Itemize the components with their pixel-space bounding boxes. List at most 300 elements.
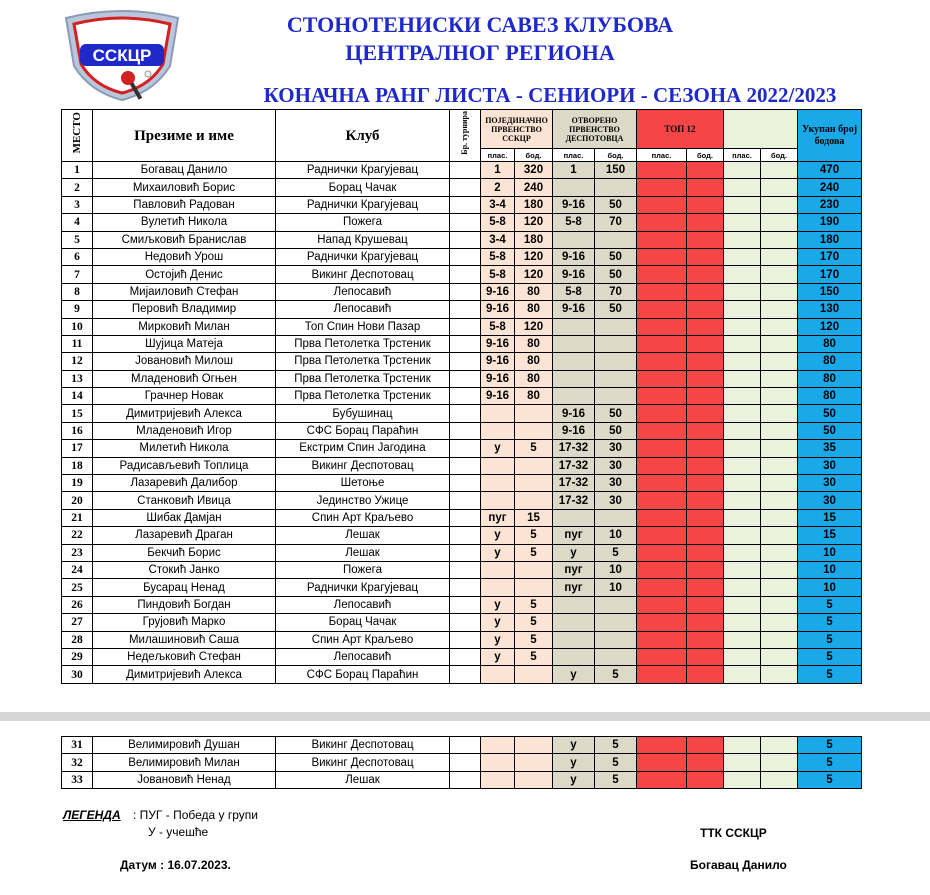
table-row: [62, 388, 862, 405]
event1-place-cell: 9-16: [481, 301, 515, 318]
table-row: [62, 631, 862, 648]
top12-place-cell: [637, 457, 687, 474]
place-cell: 24: [62, 561, 93, 578]
empty-points-cell: [761, 509, 798, 526]
empty-place-cell: [724, 301, 761, 318]
total-cell: 180: [798, 231, 862, 248]
event1-place-cell: 5-8: [481, 248, 515, 265]
event2-points-cell: 150: [595, 162, 637, 179]
top12-points-cell: [687, 631, 724, 648]
total-cell: 5: [798, 666, 862, 683]
event2-points-cell: 30: [595, 492, 637, 509]
event1-place-cell: [481, 666, 515, 683]
top12-place-cell: [637, 388, 687, 405]
top12-place-cell: [637, 771, 687, 788]
event2-points-cell: 10: [595, 579, 637, 596]
place-cell: 26: [62, 596, 93, 613]
event1-points-cell: 180: [515, 231, 553, 248]
tournaments-cell: [450, 596, 481, 613]
event1-points-cell: 120: [515, 248, 553, 265]
event1-place-cell: [481, 475, 515, 492]
top12-place-cell: [637, 162, 687, 179]
place-cell: 28: [62, 631, 93, 648]
total-cell: 15: [798, 509, 862, 526]
total-cell: 170: [798, 248, 862, 265]
top12-place-cell: [637, 405, 687, 422]
top12-place-cell: [637, 214, 687, 231]
empty-points-cell: [761, 248, 798, 265]
total-cell: 30: [798, 492, 862, 509]
place-cell: 11: [62, 335, 93, 352]
empty-place-cell: [724, 179, 761, 196]
empty-points-cell: [761, 596, 798, 613]
name-cell: Лазаревић Далибор: [93, 475, 276, 492]
name-cell: Станковић Ивица: [93, 492, 276, 509]
table-row: [62, 422, 862, 439]
event2-points-cell: 5: [595, 544, 637, 561]
empty-points-cell: [761, 754, 798, 771]
place-cell: 23: [62, 544, 93, 561]
top12-points-cell: [687, 771, 724, 788]
name-cell: Остојић Денис: [93, 266, 276, 283]
place-cell: 13: [62, 370, 93, 387]
table-row: [62, 335, 862, 352]
event2-place-cell: у: [553, 666, 595, 683]
empty-points-cell: [761, 214, 798, 231]
event2-place-cell: 9-16: [553, 266, 595, 283]
name-cell: Радисављевић Топлица: [93, 457, 276, 474]
event1-place-cell: [481, 771, 515, 788]
table-row: [62, 475, 862, 492]
total-cell: 170: [798, 266, 862, 283]
event1-place-cell: [481, 457, 515, 474]
total-cell: 80: [798, 335, 862, 352]
top12-points-cell: [687, 283, 724, 300]
top12-place-cell: [637, 266, 687, 283]
event2-place-cell: [553, 648, 595, 665]
top12-place-cell: [637, 527, 687, 544]
name-cell: Грачнер Новак: [93, 388, 276, 405]
top12-points-cell: [687, 388, 724, 405]
top12-points-cell: [687, 509, 724, 526]
place-cell: 1: [62, 162, 93, 179]
empty-points-cell: [761, 405, 798, 422]
total-cell: 15: [798, 527, 862, 544]
event2-points-cell: 5: [595, 771, 637, 788]
name-cell: Стокић Јанко: [93, 561, 276, 578]
empty-points-cell: [761, 561, 798, 578]
club-cell: Раднички Крагујевац: [276, 196, 450, 213]
name-cell: Шибак Дамјан: [93, 509, 276, 526]
event2-place-cell: [553, 318, 595, 335]
name-cell: Мијаиловић Стефан: [93, 283, 276, 300]
event1-points-cell: [515, 457, 553, 474]
club-cell: Раднички Крагујевац: [276, 248, 450, 265]
event1-points-cell: 120: [515, 266, 553, 283]
empty-place-cell: [724, 231, 761, 248]
total-cell: 30: [798, 457, 862, 474]
place-cell: 19: [62, 475, 93, 492]
club-cell: Раднички Крагујевац: [276, 162, 450, 179]
event2-place-cell: 5-8: [553, 283, 595, 300]
event1-points-cell: 5: [515, 527, 553, 544]
table-row: [62, 405, 862, 422]
place-cell: 8: [62, 283, 93, 300]
table-row: [62, 771, 862, 788]
event1-place-cell: 5-8: [481, 318, 515, 335]
name-cell: Богавац Данило: [93, 162, 276, 179]
club-cell: Лешак: [276, 771, 450, 788]
event2-place-cell: пуг: [553, 579, 595, 596]
table-row: [62, 596, 862, 613]
table-row: [62, 179, 862, 196]
empty-place-cell: [724, 353, 761, 370]
event1-points-cell: 5: [515, 648, 553, 665]
table-row: [62, 370, 862, 387]
tournaments-cell: [450, 248, 481, 265]
tournaments-cell: [450, 771, 481, 788]
place-cell: 9: [62, 301, 93, 318]
top12-points-cell: [687, 248, 724, 265]
tournaments-cell: [450, 231, 481, 248]
event1-points-cell: [515, 561, 553, 578]
top12-points-cell: [687, 561, 724, 578]
col-name: Презиме и име: [93, 110, 276, 162]
event1-points-cell: 15: [515, 509, 553, 526]
total-cell: 35: [798, 440, 862, 457]
event1-points-cell: 180: [515, 196, 553, 213]
club-cell: СФС Борац Параћин: [276, 422, 450, 439]
table-row: [62, 318, 862, 335]
event1-place-cell: 5-8: [481, 266, 515, 283]
empty-points-cell: [761, 648, 798, 665]
col-place: МЕСТО: [62, 110, 93, 162]
event2-place-cell: у: [553, 771, 595, 788]
top12-place-cell: [637, 335, 687, 352]
event2-place-cell: 17-32: [553, 457, 595, 474]
tournaments-cell: [450, 388, 481, 405]
event2-place-cell: пуг: [553, 561, 595, 578]
top12-place-cell: [637, 631, 687, 648]
tournaments-cell: [450, 440, 481, 457]
top12-place-cell: [637, 579, 687, 596]
top12-place-cell: [637, 179, 687, 196]
event1-place-cell: у: [481, 596, 515, 613]
empty-points-cell: [761, 544, 798, 561]
total-cell: 190: [798, 214, 862, 231]
tournaments-cell: [450, 214, 481, 231]
event1-points-cell: [515, 405, 553, 422]
total-cell: 80: [798, 353, 862, 370]
tournaments-cell: [450, 370, 481, 387]
place-cell: 29: [62, 648, 93, 665]
event1-place-cell: 2: [481, 179, 515, 196]
top12-place-cell: [637, 475, 687, 492]
name-cell: Милашиновић Саша: [93, 631, 276, 648]
top12-place-cell: [637, 754, 687, 771]
event1-points-cell: [515, 666, 553, 683]
event2-points-cell: 5: [595, 737, 637, 754]
total-cell: 5: [798, 631, 862, 648]
top12-place-cell: [637, 648, 687, 665]
name-cell: Милетић Никола: [93, 440, 276, 457]
place-cell: 12: [62, 353, 93, 370]
event1-points-cell: 80: [515, 335, 553, 352]
top12-place-cell: [637, 561, 687, 578]
empty-points-cell: [761, 353, 798, 370]
total-cell: 10: [798, 579, 862, 596]
col-event1: ПОЈЕДИНАЧНО ПРВЕНСТВО ССКЦР: [481, 110, 553, 149]
top12-points-cell: [687, 214, 724, 231]
tournaments-cell: [450, 457, 481, 474]
top12-points-cell: [687, 353, 724, 370]
name-cell: Вулетић Никола: [93, 214, 276, 231]
event2-place-cell: [553, 335, 595, 352]
place-cell: 33: [62, 771, 93, 788]
event2-place-cell: у: [553, 737, 595, 754]
event2-place-cell: [553, 596, 595, 613]
tournaments-cell: [450, 196, 481, 213]
event2-place-cell: 9-16: [553, 248, 595, 265]
event1-points-cell: [515, 475, 553, 492]
event1-place-cell: [481, 579, 515, 596]
event2-place-cell: 9-16: [553, 422, 595, 439]
event1-place-cell: 9-16: [481, 370, 515, 387]
table-row: [62, 737, 862, 754]
total-cell: 5: [798, 771, 862, 788]
col-total: Укупан број бодова: [798, 110, 862, 162]
sub-place: плас.: [724, 149, 761, 162]
tournaments-cell: [450, 509, 481, 526]
event2-points-cell: [595, 231, 637, 248]
table-row: [62, 509, 862, 526]
tournaments-cell: [450, 353, 481, 370]
place-cell: 6: [62, 248, 93, 265]
empty-place-cell: [724, 196, 761, 213]
event1-points-cell: 80: [515, 301, 553, 318]
place-cell: 10: [62, 318, 93, 335]
top12-place-cell: [637, 422, 687, 439]
top12-points-cell: [687, 196, 724, 213]
name-cell: Шујица Матеја: [93, 335, 276, 352]
event1-points-cell: 80: [515, 353, 553, 370]
empty-points-cell: [761, 475, 798, 492]
top12-points-cell: [687, 457, 724, 474]
tournaments-cell: [450, 754, 481, 771]
place-cell: 18: [62, 457, 93, 474]
event1-points-cell: [515, 754, 553, 771]
empty-place-cell: [724, 214, 761, 231]
empty-place-cell: [724, 388, 761, 405]
club-cell: Викинг Деспотовац: [276, 457, 450, 474]
event1-place-cell: у: [481, 631, 515, 648]
ranking-table: [61, 109, 862, 684]
legend-label: ЛЕГЕНДА: [63, 808, 121, 822]
event2-points-cell: [595, 179, 637, 196]
event1-points-cell: 120: [515, 214, 553, 231]
tournaments-cell: [450, 737, 481, 754]
total-cell: 120: [798, 318, 862, 335]
event1-place-cell: 9-16: [481, 388, 515, 405]
club-cell: Екстрим Спин Јагодина: [276, 440, 450, 457]
legend-line1: : ПУГ - Победа у групи: [133, 808, 258, 822]
tournaments-cell: [450, 631, 481, 648]
tournaments-cell: [450, 579, 481, 596]
total-cell: 30: [798, 475, 862, 492]
club-cell: Викинг Деспотовац: [276, 754, 450, 771]
top12-points-cell: [687, 301, 724, 318]
sub-points: бод.: [515, 149, 553, 162]
event2-points-cell: [595, 614, 637, 631]
total-cell: 150: [798, 283, 862, 300]
col-event2: ОТВОРЕНО ПРВЕНСТВО ДЕСПОТОВЦА: [553, 110, 637, 149]
empty-place-cell: [724, 248, 761, 265]
empty-points-cell: [761, 370, 798, 387]
tournaments-cell: [450, 544, 481, 561]
place-cell: 20: [62, 492, 93, 509]
club-cell: Шетоње: [276, 475, 450, 492]
top12-points-cell: [687, 492, 724, 509]
top12-points-cell: [687, 231, 724, 248]
event1-place-cell: [481, 422, 515, 439]
event2-place-cell: [553, 614, 595, 631]
col-club: Клуб: [276, 110, 450, 162]
place-cell: 3: [62, 196, 93, 213]
top12-place-cell: [637, 231, 687, 248]
table-row: [62, 214, 862, 231]
place-cell: 14: [62, 388, 93, 405]
event2-place-cell: у: [553, 544, 595, 561]
place-cell: 30: [62, 666, 93, 683]
event2-points-cell: 5: [595, 754, 637, 771]
top12-place-cell: [637, 196, 687, 213]
top12-place-cell: [637, 318, 687, 335]
event2-place-cell: 9-16: [553, 196, 595, 213]
table-row: [62, 666, 862, 683]
event2-place-cell: 1: [553, 162, 595, 179]
table-row: [62, 440, 862, 457]
tournaments-cell: [450, 422, 481, 439]
event1-points-cell: [515, 737, 553, 754]
name-cell: Пиндовић Богдан: [93, 596, 276, 613]
event2-place-cell: 17-32: [553, 475, 595, 492]
tournaments-cell: [450, 648, 481, 665]
total-cell: 80: [798, 388, 862, 405]
name-cell: Велимировић Милан: [93, 754, 276, 771]
empty-place-cell: [724, 509, 761, 526]
sub-points: бод.: [761, 149, 798, 162]
name-cell: Младеновић Игор: [93, 422, 276, 439]
top12-points-cell: [687, 405, 724, 422]
tournaments-cell: [450, 666, 481, 683]
empty-points-cell: [761, 162, 798, 179]
club-cell: Прва Петолетка Трстеник: [276, 353, 450, 370]
top12-points-cell: [687, 527, 724, 544]
empty-points-cell: [761, 301, 798, 318]
tournaments-cell: [450, 405, 481, 422]
top12-points-cell: [687, 266, 724, 283]
event1-place-cell: 9-16: [481, 283, 515, 300]
total-cell: 10: [798, 561, 862, 578]
club-cell: Викинг Деспотовац: [276, 266, 450, 283]
table-row: [62, 283, 862, 300]
total-cell: 50: [798, 405, 862, 422]
tournaments-cell: [450, 561, 481, 578]
event2-points-cell: [595, 648, 637, 665]
name-cell: Мирковић Милан: [93, 318, 276, 335]
event1-place-cell: 9-16: [481, 353, 515, 370]
event1-place-cell: [481, 737, 515, 754]
event1-points-cell: 5: [515, 631, 553, 648]
table-row: [62, 614, 862, 631]
top12-place-cell: [637, 666, 687, 683]
org-title-line1: СТОНОТЕНИСКИ САВЕЗ КЛУБОВА: [286, 12, 674, 37]
empty-place-cell: [724, 631, 761, 648]
place-cell: 21: [62, 509, 93, 526]
top12-points-cell: [687, 614, 724, 631]
name-cell: Јовановић Ненад: [93, 771, 276, 788]
total-cell: 470: [798, 162, 862, 179]
empty-place-cell: [724, 544, 761, 561]
name-cell: Димитријевић Алекса: [93, 666, 276, 683]
header-row: [62, 110, 862, 149]
empty-points-cell: [761, 527, 798, 544]
empty-place-cell: [724, 422, 761, 439]
legend-line2: У - учешће: [148, 825, 209, 839]
event1-points-cell: 80: [515, 388, 553, 405]
club-cell: Напад Крушевац: [276, 231, 450, 248]
event2-points-cell: 70: [595, 283, 637, 300]
empty-points-cell: [761, 335, 798, 352]
event2-points-cell: [595, 509, 637, 526]
empty-points-cell: [761, 631, 798, 648]
event2-points-cell: [595, 370, 637, 387]
event1-points-cell: 5: [515, 544, 553, 561]
top12-place-cell: [637, 544, 687, 561]
event1-place-cell: 3-4: [481, 196, 515, 213]
total-cell: 50: [798, 422, 862, 439]
event2-points-cell: 30: [595, 440, 637, 457]
event1-points-cell: 5: [515, 614, 553, 631]
sskcr-logo: [58, 8, 186, 108]
club-cell: Јединство Ужице: [276, 492, 450, 509]
table-row: [62, 162, 862, 179]
top12-points-cell: [687, 370, 724, 387]
event1-place-cell: [481, 492, 515, 509]
empty-points-cell: [761, 179, 798, 196]
tournaments-cell: [450, 614, 481, 631]
name-cell: Перовић Владимир: [93, 301, 276, 318]
club-cell: Бубушинац: [276, 405, 450, 422]
name-cell: Лазаревић Драган: [93, 527, 276, 544]
event1-points-cell: 320: [515, 162, 553, 179]
name-cell: Младеновић Огњен: [93, 370, 276, 387]
event2-points-cell: 30: [595, 457, 637, 474]
top12-points-cell: [687, 440, 724, 457]
table-row: [62, 527, 862, 544]
table-row: [62, 754, 862, 771]
ranking-title: КОНАЧНА РАНГ ЛИСТА - СЕНИОРИ - СЕЗОНА 2022/2023: [263, 83, 837, 107]
table-row: [62, 561, 862, 578]
event2-points-cell: 50: [595, 266, 637, 283]
empty-place-cell: [724, 440, 761, 457]
name-cell: Недовић Урош: [93, 248, 276, 265]
empty-place-cell: [724, 335, 761, 352]
event2-points-cell: [595, 631, 637, 648]
empty-place-cell: [724, 405, 761, 422]
event2-points-cell: 50: [595, 248, 637, 265]
empty-points-cell: [761, 283, 798, 300]
